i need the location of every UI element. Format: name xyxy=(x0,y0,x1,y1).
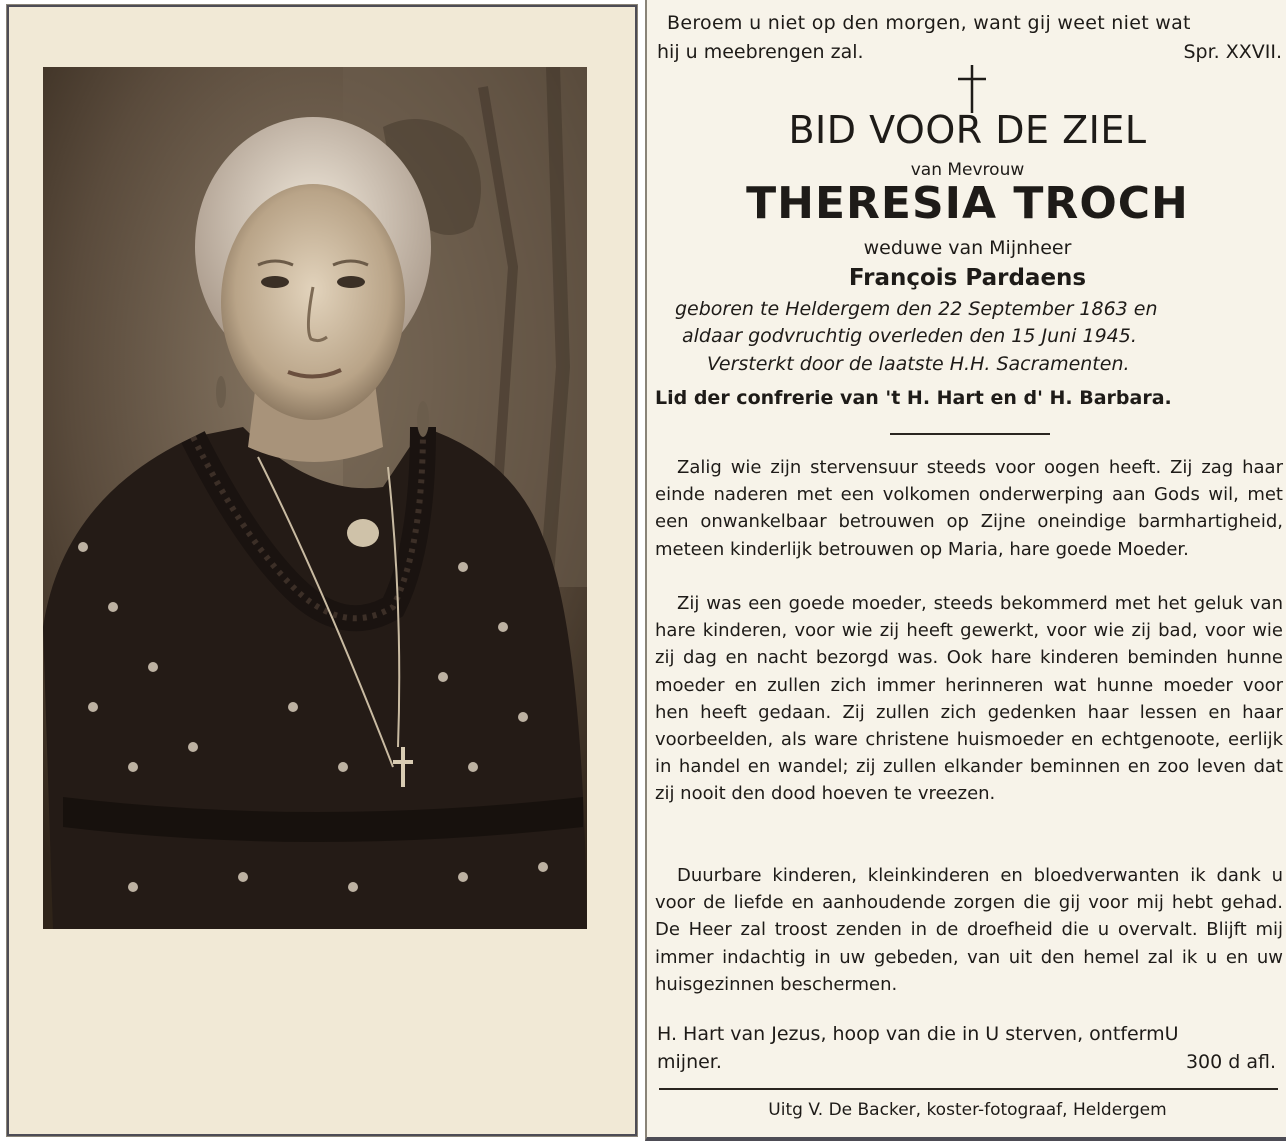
closing-prayer-line-2: mijner. xyxy=(657,1051,722,1073)
indulgence-note: 300 d afl. xyxy=(1185,1051,1276,1073)
widow-of-label: weduwe van Mijnheer xyxy=(863,237,1072,259)
printer-imprint: Uitg V. De Backer, koster-fotograaf, Heldergem xyxy=(768,1100,1167,1120)
epigraph-line-1: Beroem u niet op den morgen, want gij weet niet wat xyxy=(667,12,1191,34)
husband-name: François Pardaens xyxy=(848,265,1087,291)
deceased-name: THERESIA TROCH xyxy=(746,178,1189,229)
photo-card xyxy=(6,4,638,1137)
memorial-text-card xyxy=(645,0,1286,1141)
body-paragraph-2 xyxy=(655,590,1283,862)
body-paragraph-1 xyxy=(655,454,1283,590)
confraternity-line: Lid der confrerie van 't H. Hart en d' H. Barbara. xyxy=(655,387,1172,409)
paragraph-text: Zij was een goede moeder, steeds bekommerd met het geluk van hare kinderen, voor wie zij heeft gewerkt, voor wie zij bad, voor wie zij dag en nacht bezorgd was. Ook hare kinderen beminden hunne moeder en zullen zich immer herinneren wat hunne moeder voor hen heeft gedaan. Zij zullen zich gedenken haar lessen en haar voorbeelden, als ware christene huismoeder en echtgenoote, eerlijk in handel en wandel; zij zullen elkander beminnen en zoo leven dat zij nooit den dood hoeven te vreezen. xyxy=(655,593,1283,805)
death-line: aldaar godvruchtig overleden den 15 Juni 1945. xyxy=(682,325,1137,347)
birth-line: geboren te Heldergem den 22 September 1863 en xyxy=(675,298,1158,320)
epigraph-line-2: hij u meebrengen zal. xyxy=(657,41,864,63)
cross-icon xyxy=(952,65,992,113)
epigraph-reference: Spr. XXVII. xyxy=(1183,41,1282,63)
closing-prayer-line-1: H. Hart van Jezus, hoop van die in U sterven, ontfermU xyxy=(657,1023,1179,1045)
prayer-heading: BID VOOR DE ZIEL xyxy=(788,108,1147,152)
portrait-illustration xyxy=(43,67,587,929)
title-prefix: van Mevrouw xyxy=(910,160,1025,180)
paragraph-text: Zalig wie zijn stervensuur steeds voor oogen heeft. Zij zag haar einde naderen met een volkomen onderwerping aan Gods wil, met een onwankelbaar betrouwen op Zijne oneindige barmhartigheid, meteen kinderlijk betrouwen op Maria, hare goede Moeder. xyxy=(655,457,1283,560)
portrait-photo xyxy=(43,67,587,929)
body-paragraph-3 xyxy=(655,862,1283,1025)
imprint-rule xyxy=(659,1088,1278,1090)
sacraments-line: Versterkt door de laatste H.H. Sacramenten. xyxy=(707,353,1130,375)
divider-rule xyxy=(890,433,1050,435)
paragraph-text: Duurbare kinderen, kleinkinderen en bloedverwanten ik dank u voor de liefde en aanhoudende zorgen die gij voor mij hebt gehad. De Heer zal troost zenden in de droefheid die u overvalt. Blijft mij immer indachtig in uw gebeden, van uit den hemel zal ik u en uw huisgezinnen beschermen. xyxy=(655,865,1283,995)
